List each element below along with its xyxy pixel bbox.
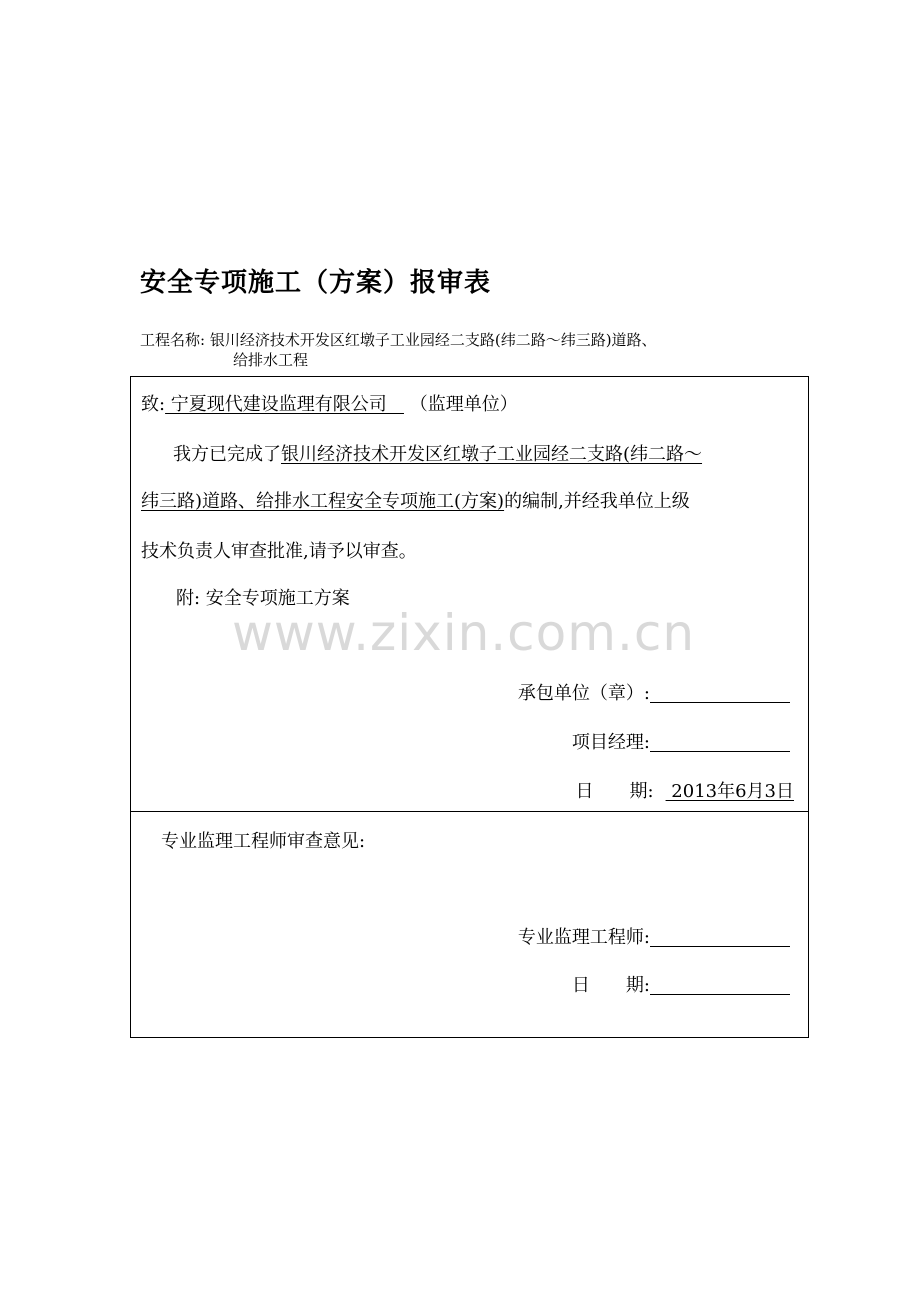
body-project-part2: 纬三路)道路、给排水工程安全专项施工(方案) <box>141 491 505 512</box>
body-line-2 <box>141 487 690 513</box>
manager-label: 项目经理: <box>571 732 650 753</box>
engineer-signature-line <box>518 923 790 949</box>
review-date-label: 日 期: <box>571 975 650 996</box>
project-name-line1: 银川经济技术开发区红墩子工业园经二支路(纬二路～纬三路)道路、 <box>209 331 657 349</box>
review-date-blank[interactable] <box>650 976 790 995</box>
submission-date-label: 日 期: <box>575 781 654 802</box>
recipient-role: （监理单位） <box>409 394 518 415</box>
contractor-blank[interactable] <box>650 684 790 703</box>
recipient-line <box>141 390 518 416</box>
recipient-prefix: 致: <box>141 394 166 415</box>
body-project-part1: 银川经济技术开发区红墩子工业园经二支路(纬二路～ <box>281 444 703 465</box>
section-divider <box>131 811 808 812</box>
manager-signature-line <box>572 728 790 754</box>
submission-date-line <box>575 777 794 803</box>
attachment-line: 附: 安全专项施工方案 <box>176 588 350 609</box>
review-opinion-label: 专业监理工程师审查意见: <box>161 831 366 852</box>
project-name-block <box>140 330 800 370</box>
body-intro: 我方已完成了 <box>173 444 281 465</box>
recipient-unit: 宁夏现代建设监理有限公司 <box>165 394 404 415</box>
manager-blank[interactable] <box>650 733 790 752</box>
review-date-line <box>572 971 790 997</box>
form-title: 安全专项施工（方案）报审表 <box>140 268 492 298</box>
watermark: www.zixin.com.cn <box>232 604 696 662</box>
submission-date-value: 2013年6月3日 <box>665 781 794 802</box>
form-table <box>130 376 809 1038</box>
project-name-label: 工程名称: <box>140 331 206 349</box>
body-line-3: 技术负责人审查批准,请予以审查。 <box>141 541 417 562</box>
engineer-label: 专业监理工程师: <box>517 927 650 948</box>
contractor-label: 承包单位（章）: <box>517 683 650 704</box>
body-line-1 <box>173 440 702 466</box>
body-rest-1: 的编制,并经我单位上级 <box>504 491 690 512</box>
contractor-signature-line <box>518 679 790 705</box>
engineer-blank[interactable] <box>650 928 790 947</box>
project-name-line2: 给排水工程 <box>233 351 309 369</box>
